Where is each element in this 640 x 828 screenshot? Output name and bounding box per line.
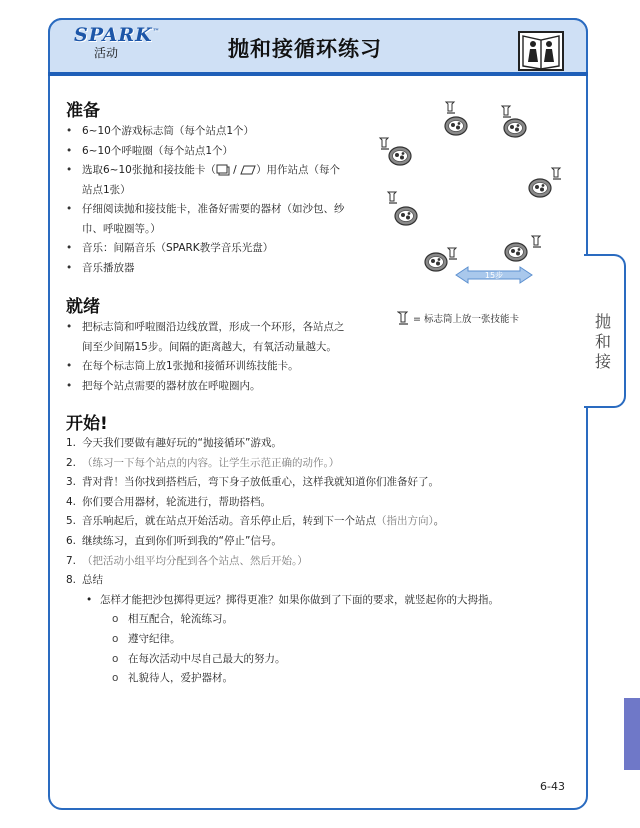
step-row: 8. 总结 bbox=[66, 574, 103, 587]
prep-item: • 仔细阅读抛和接技能卡，准备好需要的器材（如沙包、纱 bbox=[66, 200, 376, 220]
station-5 bbox=[388, 192, 417, 225]
step-row: 7. （把活动小组平均分配到各个站点、然后开始。） bbox=[66, 554, 308, 567]
station-circle-diagram bbox=[370, 96, 570, 292]
logo-word: SPARK bbox=[74, 24, 153, 46]
summary-point: o 遵守纪律。 bbox=[112, 632, 181, 645]
cone-card-icon bbox=[397, 311, 409, 325]
flat-card-icon bbox=[240, 164, 256, 176]
summary-question: 怎样才能把沙包掷得更远？掷得更准？如果你做到了下面的要求，就竖起你的大拇指。 bbox=[100, 593, 499, 606]
prep-heading: 准备 bbox=[66, 101, 100, 121]
header-rule bbox=[48, 72, 588, 76]
step-row: 5. 音乐响起后，就在站点开始活动。音乐停止后，转到下一个站点（指出方向）。 bbox=[66, 515, 445, 528]
ready-heading: 就绪 bbox=[66, 297, 100, 317]
prep-item-text: 选取6~10张抛和接技能卡（ bbox=[82, 164, 216, 176]
ready-item: • 在每个标志筒上放1张抛和接循环训练技能卡。 bbox=[66, 357, 386, 377]
side-tab-joint bbox=[582, 256, 588, 402]
prep-item-tail: ）用作站点（每个 bbox=[256, 164, 341, 176]
step-row: 3. 背对背！当你找到搭档后，弯下身子放低重心，这样我就知道你们准备好了。 bbox=[66, 476, 439, 489]
start-heading: 开始! bbox=[66, 414, 108, 434]
prep-item-cont: 站点1张） bbox=[82, 183, 131, 196]
station-3 bbox=[380, 138, 411, 165]
prep-item bbox=[66, 161, 376, 181]
diagram-legend bbox=[397, 311, 519, 325]
prep-item: • 6~10个游戏标志筒（每个站点1个） bbox=[66, 122, 376, 142]
side-tab-label: 抛和接 bbox=[594, 312, 611, 371]
prep-item: • 音乐：间隔音乐（SPARK教学音乐光盘） bbox=[66, 239, 376, 259]
distance-arrow bbox=[456, 267, 532, 283]
prep-item-sep: / bbox=[229, 164, 241, 176]
ready-item-cont: 间至少间隔15步。间隔的距离越大，有氧活动量越大。 bbox=[82, 340, 337, 353]
prep-item: • 6~10个呼啦圈（每个站点1个） bbox=[66, 142, 376, 162]
ready-item: • 把标志筒和呼啦圈沿边线放置，形成一个环形，各站点之 bbox=[66, 318, 386, 338]
logo-subtitle: 活动 bbox=[94, 46, 119, 60]
station-4 bbox=[529, 168, 561, 197]
step-row: 4. 你们要合用器材，轮流进行，帮助搭档。 bbox=[66, 495, 271, 508]
summary-block: • 怎样才能把沙包掷得更远？掷得更准？如果你做到了下面的要求，就竖起你的大拇指。 o 相互配合，轮流练习。 o 遵守纪律。 o 在每次活动中尽自己最大的努力。 o 礼貌待人，爱护器材。 bbox=[66, 591, 566, 689]
summary-point: o 礼貌待人，爱护器材。 bbox=[112, 672, 233, 685]
summary-point: o 相互配合，轮流练习。 bbox=[112, 613, 233, 626]
station-7 bbox=[425, 248, 457, 271]
station-1 bbox=[445, 102, 467, 135]
page-number: 6-43 bbox=[540, 780, 565, 793]
step-row: 1. 今天我们要做有趣好玩的“抛接循环”游戏。 bbox=[66, 437, 282, 449]
station-2 bbox=[502, 106, 526, 137]
card-on-stand-icon bbox=[216, 164, 230, 176]
spark-logo bbox=[74, 24, 161, 61]
step-row: 2. （练习一下每个站点的内容。让学生示范正确的动作。） bbox=[66, 456, 340, 469]
distance-label: 15步 bbox=[484, 271, 504, 280]
book-people-icon bbox=[517, 30, 565, 72]
summary-point: o 在每次活动中尽自己最大的努力。 bbox=[112, 652, 286, 665]
ready-list bbox=[66, 318, 386, 396]
prep-item: • 音乐播放器 bbox=[66, 259, 376, 279]
step-row: 6. 继续练习，直到你们听到我的“停止”信号。 bbox=[66, 534, 282, 547]
edge-marker bbox=[624, 698, 640, 770]
prep-list bbox=[66, 122, 376, 278]
ready-item: • 把每个站点需要的器材放在呼啦圈内。 bbox=[66, 377, 386, 397]
station-6 bbox=[505, 236, 541, 261]
legend-text: = 标志筒上放一张技能卡 bbox=[413, 314, 519, 325]
logo-tm: ™ bbox=[152, 26, 161, 36]
prep-item-cont: 巾、呼啦圈等。） bbox=[82, 222, 161, 235]
start-steps bbox=[66, 434, 566, 689]
page-title: 抛和接循环练习 bbox=[228, 37, 382, 61]
